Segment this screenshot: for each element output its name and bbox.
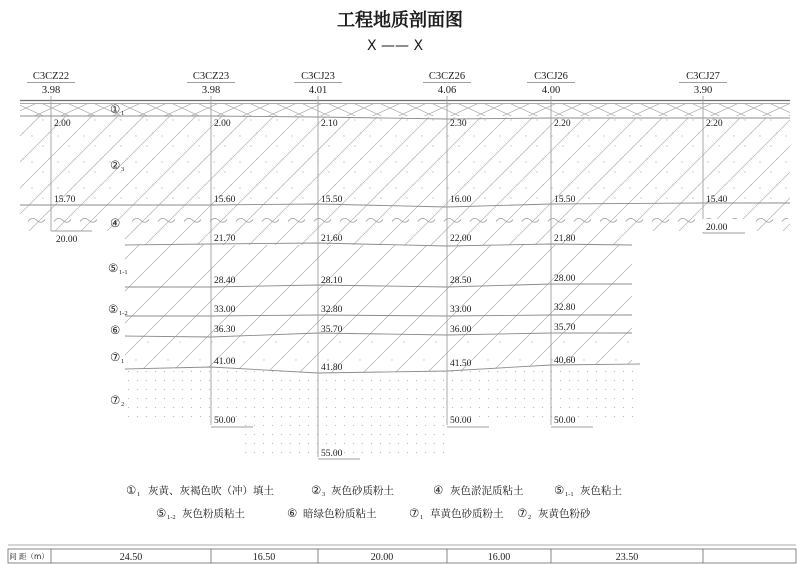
wave-band-right [132,217,788,226]
depth-label: 15.50 [321,195,343,205]
spacing-table [8,545,796,563]
legend-item-symbol: ② [311,483,322,497]
layer-marker: ② [110,158,121,172]
borehole-name: C3CJ23 [301,71,335,82]
depth-label: 20.00 [706,223,728,233]
depth-label: 2.00 [214,119,231,129]
borehole-headers [33,71,720,96]
spacing-value: 16.50 [252,552,276,563]
depth-label: 2.20 [554,119,571,129]
layer-fill-sandy-silt [20,116,790,205]
depth-label: 15.70 [54,195,76,205]
depth-label: 41.50 [450,359,472,369]
spacing-value: 24.50 [119,552,143,563]
borehole-name: C3CZ22 [32,71,70,82]
depth-label: 2.00 [54,119,71,129]
depth-label: 55.00 [321,449,343,459]
borehole-name: C3CJ26 [534,71,568,82]
depth-label: 20.00 [56,235,78,245]
layer-marker-subscript: 3 [121,166,125,173]
layer-marker: ⑦ [110,350,121,364]
depth-label: 15.60 [214,195,236,205]
legend-item-symbol: ⑤ [156,506,167,520]
layer-marker: ⑦ [110,393,121,407]
legend-item-text: 草黄色砂质粉土 [430,508,504,520]
layer-fill-fill-soil [20,104,790,116]
legend-item-symbol: ⑦ [517,506,528,520]
borehole-name: C3CZ26 [428,71,466,82]
legend-item-subscript: 2 [528,514,532,521]
depth-label: 15.50 [554,195,576,205]
depth-label: 33.00 [450,305,472,315]
legend-item-text: 暗绿色粉质粘土 [303,508,377,520]
depth-label: 35.70 [321,325,343,335]
spacing-value: 20.00 [370,552,394,563]
legend [126,483,622,521]
depth-label: 36.30 [214,325,236,335]
legend-item-subscript: 1-2 [167,514,176,521]
layer-marker: ⑥ [110,323,121,337]
depth-label: 2.20 [706,119,723,129]
layer-marker: ⑤ [108,261,119,275]
layer-marker-subscript: 1 [121,110,125,117]
depth-label: 50.00 [554,416,576,426]
drawing-title: 工程地质剖面图 [337,10,463,31]
depth-label: 50.00 [214,416,236,426]
depth-label: 2.10 [321,119,338,129]
depth-label: 28.40 [214,276,236,286]
ground-surface [20,101,790,104]
depth-label: 32.80 [554,303,576,313]
depth-label: 2.30 [450,119,467,129]
legend-item-symbol: ① [126,483,137,497]
depth-label: 28.00 [554,274,576,284]
legend-item-text: 灰色砂质粉土 [331,485,394,497]
borehole-elevation: 4.06 [437,85,457,96]
wave-band-left [22,217,104,226]
legend-item-symbol: ⑤ [554,483,565,497]
depth-label: 41.00 [214,357,236,367]
legend-item-text: 灰色淤泥质粘土 [450,485,524,497]
legend-item-subscript: 1 [137,491,141,498]
legend-item-symbol: ⑥ [287,506,298,520]
depth-label: 21.70 [214,234,236,244]
depth-label: 22.00 [450,234,472,244]
legend-item-subscript: 1 [420,514,424,521]
borehole-elevation: 4.00 [541,85,561,96]
borehole-elevation: 3.98 [201,85,221,96]
layer-marker-subscript: 1-1 [119,269,128,276]
legend-item-subscript: 3 [322,491,326,498]
legend-item-text: 灰色粘土 [580,485,622,497]
depth-label: 36.00 [450,325,472,335]
layer-marker-subscript: 1-2 [119,310,128,317]
layer-fills [20,104,790,457]
legend-item-symbol: ⑦ [409,506,420,520]
depth-label: 28.10 [321,276,343,286]
borehole-name: C3CJ27 [686,71,720,82]
legend-item-text: 灰黄、灰褐色吹（冲）填土 [148,485,274,497]
layer-marker-subscript: 2 [121,401,125,408]
spacing-label: 间 距（m） [9,552,49,561]
legend-item-symbol: ④ [433,483,444,497]
layer-marker: ① [110,102,121,116]
borehole-elevation: 3.98 [41,85,61,96]
depth-label: 28.50 [450,276,472,286]
section-label: X —— X [366,38,424,54]
legend-item-text: 灰色粉质粘土 [182,508,245,520]
depth-label: 41.80 [321,363,343,373]
spacing-value: 23.50 [615,552,639,563]
layer-fill-silty-sand-7-2 [125,364,640,457]
borehole-name: C3CZ23 [192,71,230,82]
borehole-elevation: 4.01 [308,85,328,96]
layer-marker: ⑤ [108,302,119,316]
legend-item-text: 灰黄色粉砂 [538,508,591,520]
depth-label: 21.60 [321,234,343,244]
depth-label: 35.70 [554,323,576,333]
depth-label: 16.00 [450,195,472,205]
depth-label: 32.80 [321,305,343,315]
borehole-elevation: 3.90 [693,85,713,96]
depth-label: 21.80 [554,234,576,244]
depth-label: 15.40 [706,195,728,205]
spacing-value: 16.00 [487,552,511,563]
depth-label: 40.60 [554,356,576,366]
legend-item-subscript: 1-1 [565,491,574,498]
layer-marker: ④ [110,216,121,230]
depth-label: 33.00 [214,305,236,315]
layer-marker-subscript: 1 [121,358,125,365]
depth-label: 50.00 [450,416,472,426]
